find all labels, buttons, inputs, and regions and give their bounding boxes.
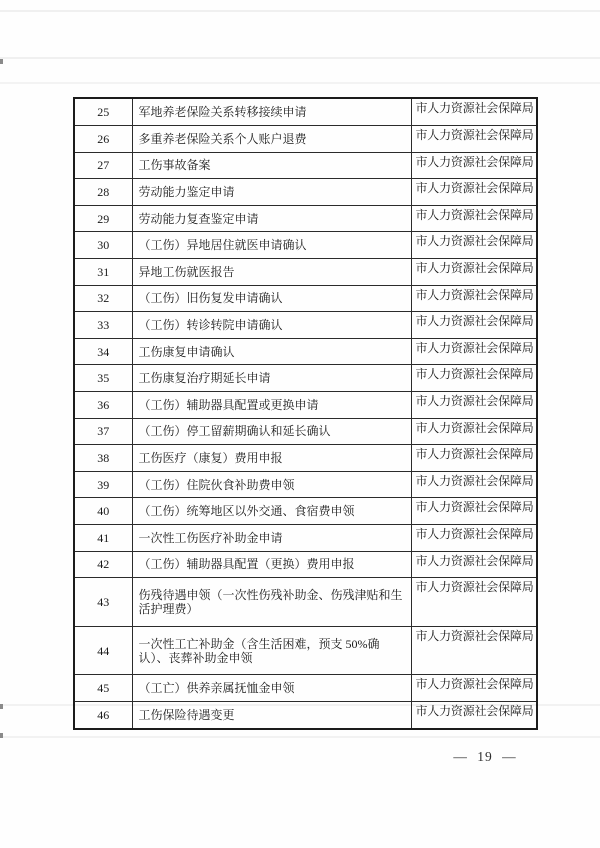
- table-body: [74, 98, 537, 729]
- row-number-cell: 36: [74, 391, 132, 418]
- row-number-cell: 37: [74, 418, 132, 445]
- agency-cell: 市人力资源社会保障局: [411, 551, 537, 578]
- item-name-cell: 工伤保险待遇变更: [132, 701, 411, 729]
- table-row: [74, 498, 537, 525]
- item-name-cell: 伤残待遇申领（一次性伤残补助金、伤残津贴和生活护理费）: [132, 578, 411, 627]
- agency-cell: 市人力资源社会保障局: [411, 312, 537, 339]
- table-row: [74, 445, 537, 472]
- agency-cell: 市人力资源社会保障局: [411, 258, 537, 285]
- agency-cell: 市人力资源社会保障局: [411, 98, 537, 125]
- table-row: [74, 98, 537, 125]
- table-row: [74, 232, 537, 259]
- agency-cell: 市人力资源社会保障局: [411, 125, 537, 152]
- agency-cell: 市人力资源社会保障局: [411, 675, 537, 702]
- agency-cell: 市人力资源社会保障局: [411, 205, 537, 232]
- row-number-cell: 44: [74, 626, 132, 675]
- agency-cell: 市人力资源社会保障局: [411, 445, 537, 472]
- agency-cell: 市人力资源社会保障局: [411, 152, 537, 179]
- item-name-cell: （工伤）住院伙食补助费申领: [132, 471, 411, 498]
- agency-cell: 市人力资源社会保障局: [411, 578, 537, 627]
- agency-cell: 市人力资源社会保障局: [411, 498, 537, 525]
- row-number-cell: 45: [74, 675, 132, 702]
- agency-cell: 市人力资源社会保障局: [411, 232, 537, 259]
- item-name-cell: 劳动能力鉴定申请: [132, 179, 411, 206]
- item-name-cell: （工伤）辅助器具配置（更换）费用申报: [132, 551, 411, 578]
- agency-cell: 市人力资源社会保障局: [411, 626, 537, 675]
- item-name-cell: 军地养老保险关系转移接续申请: [132, 98, 411, 125]
- table-row: [74, 471, 537, 498]
- item-name-cell: 一次性工亡补助金（含生活困难，预支 50%确认）、丧葬补助金申领: [132, 626, 411, 675]
- scan-artifact: [0, 82, 600, 84]
- table-row: [74, 525, 537, 552]
- table-row: [74, 125, 537, 152]
- item-name-cell: （工伤）辅助器具配置或更换申请: [132, 391, 411, 418]
- item-name-cell: （工伤）停工留薪期确认和延长确认: [132, 418, 411, 445]
- agency-cell: 市人力资源社会保障局: [411, 391, 537, 418]
- agency-cell: 市人力资源社会保障局: [411, 471, 537, 498]
- row-number-cell: 46: [74, 701, 132, 729]
- row-number-cell: 38: [74, 445, 132, 472]
- table-row: [74, 152, 537, 179]
- item-name-cell: （工伤）统筹地区以外交通、食宿费申领: [132, 498, 411, 525]
- item-name-cell: 一次性工伤医疗补助金申请: [132, 525, 411, 552]
- item-name-cell: 工伤医疗（康复）费用申报: [132, 445, 411, 472]
- row-number-cell: 35: [74, 365, 132, 392]
- table-row: [74, 179, 537, 206]
- table-row: [74, 338, 537, 365]
- agency-cell: 市人力资源社会保障局: [411, 418, 537, 445]
- item-name-cell: 工伤康复治疗期延长申请: [132, 365, 411, 392]
- row-number-cell: 32: [74, 285, 132, 312]
- table-row: [74, 701, 537, 729]
- table-row: [74, 578, 537, 627]
- agency-cell: 市人力资源社会保障局: [411, 285, 537, 312]
- row-number-cell: 41: [74, 525, 132, 552]
- scan-artifact: [0, 733, 3, 738]
- agency-cell: 市人力资源社会保障局: [411, 525, 537, 552]
- table-row: [74, 626, 537, 675]
- row-number-cell: 40: [74, 498, 132, 525]
- page-number: — 19 —: [453, 749, 517, 764]
- table-row: [74, 551, 537, 578]
- item-name-cell: 劳动能力复查鉴定申请: [132, 205, 411, 232]
- row-number-cell: 42: [74, 551, 132, 578]
- table-row: [74, 285, 537, 312]
- agency-cell: 市人力资源社会保障局: [411, 365, 537, 392]
- table-row: [74, 391, 537, 418]
- item-name-cell: 工伤康复申请确认: [132, 338, 411, 365]
- item-name-cell: （工伤）转诊转院申请确认: [132, 312, 411, 339]
- item-name-cell: 异地工伤就医报告: [132, 258, 411, 285]
- row-number-cell: 39: [74, 471, 132, 498]
- row-number-cell: 29: [74, 205, 132, 232]
- row-number-cell: 30: [74, 232, 132, 259]
- scan-artifact: [0, 10, 600, 12]
- table-row: [74, 365, 537, 392]
- agency-cell: 市人力资源社会保障局: [411, 338, 537, 365]
- row-number-cell: 27: [74, 152, 132, 179]
- table-row: [74, 675, 537, 702]
- item-name-cell: 工伤事故备案: [132, 152, 411, 179]
- item-name-cell: （工亡）供养亲属抚恤金申领: [132, 675, 411, 702]
- item-name-cell: （工伤）旧伤复发申请确认: [132, 285, 411, 312]
- service-items-table: [73, 97, 538, 730]
- row-number-cell: 33: [74, 312, 132, 339]
- row-number-cell: 26: [74, 125, 132, 152]
- scan-artifact: [0, 704, 3, 709]
- table-row: [74, 258, 537, 285]
- row-number-cell: 25: [74, 98, 132, 125]
- row-number-cell: 43: [74, 578, 132, 627]
- table-row: [74, 205, 537, 232]
- scan-artifact: [0, 57, 600, 59]
- row-number-cell: 28: [74, 179, 132, 206]
- item-name-cell: 多重养老保险关系个人账户退费: [132, 125, 411, 152]
- row-number-cell: 34: [74, 338, 132, 365]
- item-name-cell: （工伤）异地居住就医申请确认: [132, 232, 411, 259]
- scan-artifact: [0, 59, 3, 64]
- table-row: [74, 312, 537, 339]
- agency-cell: 市人力资源社会保障局: [411, 179, 537, 206]
- agency-cell: 市人力资源社会保障局: [411, 701, 537, 729]
- table-row: [74, 418, 537, 445]
- scan-artifact: [0, 736, 600, 738]
- row-number-cell: 31: [74, 258, 132, 285]
